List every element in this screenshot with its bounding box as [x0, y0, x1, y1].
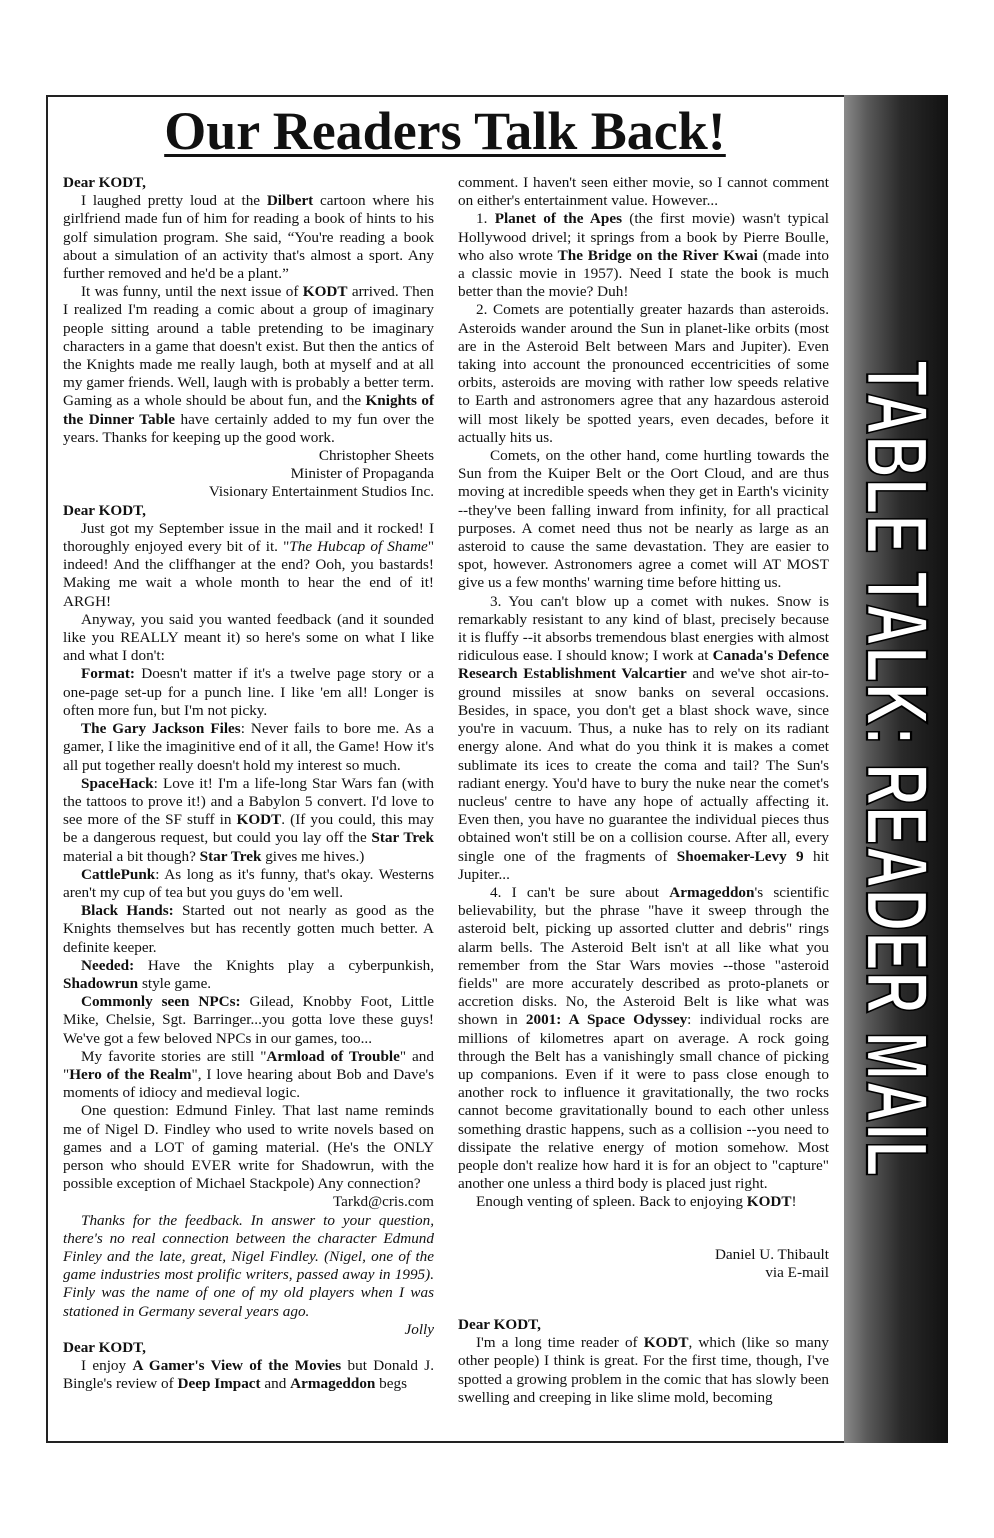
letter-signature: Daniel U. Thibault [714, 1245, 829, 1263]
letter-paragraph: CattlePunk: As long as it's funny, that's okay. Westerns aren't my cup of tea but you guys do 'em well. [63, 865, 434, 901]
letter-paragraph: One question: Edmund Finley. That last name reminds me of Nigel D. Findley who used to write novels based on games and a LOT of gaming material. (He's the ONLY person who should EVER write for Shadowrun, with the possible exception of Michael Stackpole) Any connection? [63, 1102, 434, 1193]
sidebar-banner [844, 95, 948, 1443]
letter-salutation: Dear KODT, [63, 1339, 146, 1356]
letter-salutation: Dear KODT, [458, 1315, 541, 1333]
letter-paragraph: 4. I can't be sure about Armageddon's scientific believability, but the phrase "have it sweep through the asteroid belt, picking up assorted clutter and debris" rings alarm bells. The Asteroid Belt isn't at all like what you remember from the Star Wars movies --those "asteroid fields" are more accurately described as proto-planets or accretion disks. No, the Asteroid Belt is like what was shown in 2001: A Space Odyssey: individual rocks are millions of kilometres apart on average. A rock going through the Belt has a vanishingly small chance of picking up companions. Even if it were to pass close enough to another rock to influence it gravitationally, the two rocks cannot become gravitationally bound to each other unless something drastic happens, such as a collision --you need to dissipate the relative energy of motion somehow. Most people don't realize how hard it is for an object to "capture" another one unless a third body is placed just right. [458, 883, 830, 1193]
page-title [46, 100, 844, 162]
spacer [458, 1212, 829, 1246]
editor-signature: Jolly [404, 1320, 434, 1338]
letter-paragraph: comment. I haven't seen either movie, so I cannot comment on either's entertainment value. However... [458, 174, 829, 210]
letter-paragraph: 3. You can't blow up a comet with nukes. Snow is remarkably resistant to any kind of blast, precisely because it is fluffy --it absorbs tremendous blast energies with almost ridiculous ease. I should know; I work at Canada's Defence Research Establishment Valcartier and we've shot air-to-ground missiles at snow banks on several occasions. Besides, in space, you don't get a blast shock wave, since you're in vacuum. Thus, a nuke has to rely on its radiant energy alone. And what do you think it is makes a comet sublimate its ices to create the coma and tail? The Sun's radiant energy. You'd have to bury the nuke near the comet's nucleus' centre to have any hope of actually affecting it. Even then, you have no guarantee the individual pieces thus obtained won't still be on a collision course. After all, every single one of the fragments of Shoemaker-Levy 9 hit Jupiter... [458, 592, 829, 883]
editor-reply: Thanks for the feedback. In answer to your question, there's no real connection between the character Edmund Finley and the late, great, Nigel Findley. (Nigel, one of the game industries most prolific writers, passed away in 1995). Finly was the name of one of my old players when I was stationed in Germany several years ago. [63, 1211, 434, 1320]
letter-signature: Tarkd@cris.com [332, 1193, 434, 1211]
letter-signature: Minister of Propaganda [290, 465, 434, 483]
letter-paragraph: I'm a long time reader of KODT, which (like so many other people) I think is great. For the first time, though, I've spotted a growing problem in the comic that has slowly been swelling and creeping in like slime mold, becoming [458, 1334, 829, 1406]
letter-paragraph: I enjoy A Gamer's View of the Movies but Donald J. Bingle's review of Deep Impact and Armageddon begs [63, 1357, 434, 1393]
letter-paragraph: Black Hands: Started out not nearly as good as the Knights themselves but has recently gotten much better. A definite keeper. [63, 902, 434, 956]
right-column [458, 174, 829, 1407]
left-column [63, 174, 434, 1394]
letter-paragraph: Needed: Have the Knights play a cyberpunkish, Shadowrun style game. [63, 956, 434, 992]
spacer [458, 1282, 829, 1316]
letter-paragraph: 2. Comets are potentially greater hazards than asteroids. Asteroids wander around the Sun in planet-like orbits (most are in the Asteroid Belt between Mars and Jupiter). Even taking into account the pronounced eccentricities of some orbits, asteroids are moving with rather low speeds relative to Earth and astronomers agree that any hazardous asteroid will most likely be spotted years, even decades, before it actually hits us. [458, 301, 829, 446]
letter-paragraph: It was funny, until the next issue of KODT arrived. Then I realized I'm reading a comic about a group of imaginary people sitting around a table pretending to be imaginary characters in a game that doesn't exist. But then the antics of the Knights made me really laugh, both at myself and at all my gamer friends. Well, laugh with is probably a better term. Gaming as a whole should be about fun, and the Knights of the Dinner Table have certainly added to my fun over the years. Thanks for keeping up the good work. [63, 283, 434, 446]
letter-paragraph: Just got my September issue in the mail and it rocked! I thoroughly enjoyed every bit of it. "The Hubcap of Shame" indeed! And the cliffhanger at the end? Ooh, you bastards! Making me wait a whole month to hear the end of it! ARGH! [63, 519, 435, 610]
letter-paragraph: Comets, on the other hand, come hurtling towards the Sun from the Kuiper Belt or the Oort Cloud, and are thus moving at incredible speeds when they get in Earth's vicinity --they've been falling inward from infinity, for all practical purposes. A comet need thus not be nearly as large as an asteroid to cause the same devastation. They are easier to spot, however. Astronomers agree a comet will AT MOST give us a few months' warning time before hitting us. [458, 447, 829, 592]
letter-paragraph: My favorite stories are still "Armload of Trouble" and "Hero of the Realm", I love hearing about Bob and Dave's moments of idiocy and medieval logic. [63, 1047, 435, 1102]
letter-paragraph: 1. Planet of the Apes (the first movie) wasn't typical Hollywood drivel; it springs from a book by Pierre Boulle, who also wrote The Bridge on the River Kwai (made into a classic movie in 1957). Need I state the book is much better than the movie? Duh! [458, 210, 830, 301]
page-title-text: Our Readers Talk Back! [164, 101, 726, 161]
letter-paragraph: Format: Doesn't matter if it's a twelve page story or a one-page set-up for a punch line. I like 'em all! Longer is often more fun, but I'm not picky. [63, 665, 434, 719]
letter-paragraph: SpaceHack: Love it! I'm a life-long Star Wars fan (with the tattoos to prove it!) and a Babylon 5 convert. I'd love to see more of the SF stuff in KODT. (If you could, this may be a dangerous request, but could you lay off the Star Trek material a bit though? Star Trek gives me hives.) [63, 774, 434, 865]
letter-signature: via E-mail [765, 1263, 829, 1281]
letter-salutation: Dear KODT, [63, 501, 146, 519]
letter-paragraph: Enough venting of spleen. Back to enjoying KODT! [476, 1193, 797, 1211]
sidebar-title: TABLE TALK: READER MAIL [847, 360, 945, 1178]
letter-signature: Visionary Entertainment Studios Inc. [208, 483, 434, 501]
letter-signature: Christopher Sheets [318, 447, 434, 465]
letter-paragraph: The Gary Jackson Files: Never fails to bore me. As a gamer, I like the imaginitive end of it all, the Game! How it's all put together really doesn't hold my interest so much. [63, 720, 434, 774]
letter-paragraph: I laughed pretty loud at the Dilbert cartoon where his girlfriend made fun of him for reading a book of hints to his golf simulation program. She said, “You're reading a book about a simulation of an activity that's almost a sport. Any further removed and he'd be a plant.” [63, 192, 434, 283]
letter-paragraph: Commonly seen NPCs: Gilead, Knobby Foot, Little Mike, Chelsie, Sgt. Barringer...you gotta love these guys! We've got a few beloved NPCs in our games, too... [63, 993, 434, 1047]
letter-paragraph: Anyway, you said you wanted feedback (and it sounded like you REALLY meant it) so here's some on what I like and what I don't: [63, 610, 434, 665]
letter-salutation: Dear KODT, [63, 174, 146, 191]
